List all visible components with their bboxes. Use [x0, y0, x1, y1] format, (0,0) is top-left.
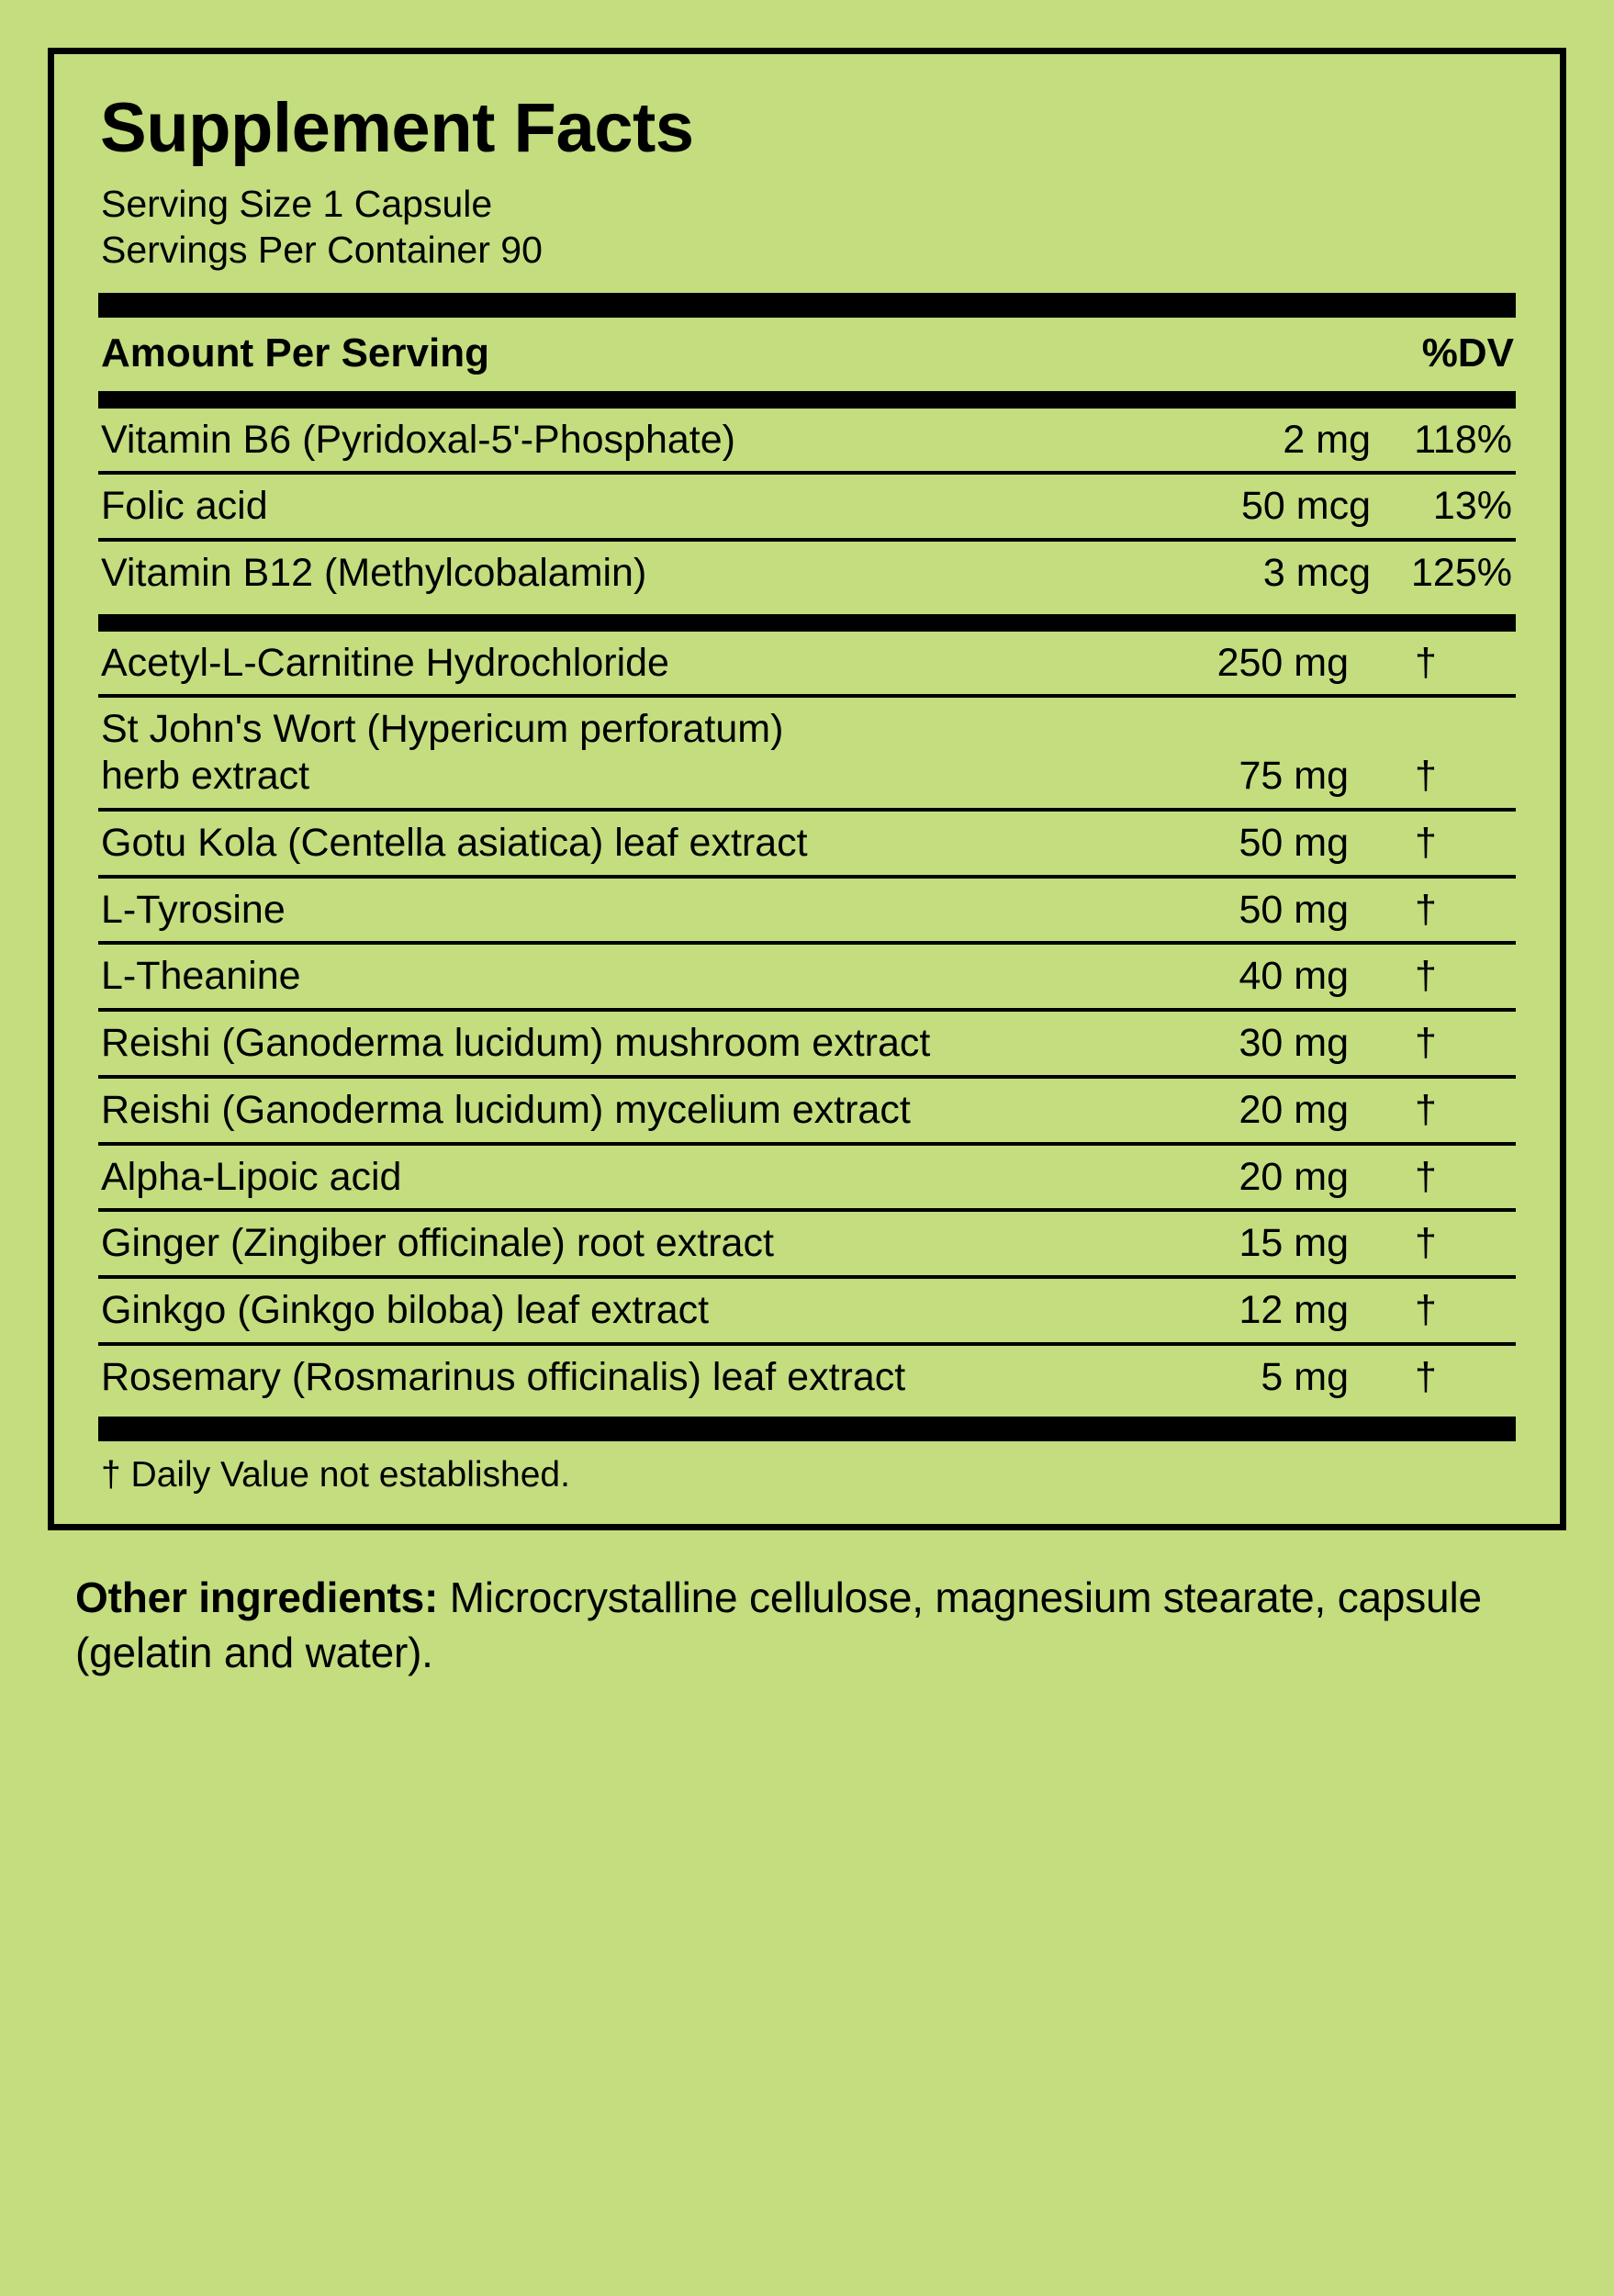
table-row [98, 632, 1516, 697]
ingredient-amount: 75 mg [1138, 696, 1362, 809]
ingredient-amount: 30 mg [1138, 1010, 1362, 1077]
table-row [98, 1277, 1516, 1344]
ingredient-amount: 250 mg [1138, 632, 1362, 697]
nutrient-amount: 3 mcg [1262, 551, 1371, 596]
ingredient-name: Ginkgo (Ginkgo biloba) leaf extract [98, 1277, 1138, 1344]
ingredient-name: Acetyl-L-Carnitine Hydrochloride [98, 632, 1138, 697]
table-row [98, 810, 1516, 877]
ingredient-dv: † [1362, 877, 1516, 944]
ingredient-amount: 50 mg [1138, 877, 1362, 944]
nutrient-amount: 50 mcg [1160, 473, 1384, 540]
ingredient-dv: † [1362, 632, 1516, 697]
table-row [98, 1210, 1516, 1277]
nutrient-dv: 125% [1411, 551, 1512, 596]
ingredient-name: Reishi (Ganoderma lucidum) mycelium extract [98, 1077, 1138, 1144]
ingredient-dv: † [1362, 810, 1516, 877]
table-row [98, 877, 1516, 944]
table-row [98, 473, 1516, 540]
nutrient-name: Folic acid [98, 473, 1160, 540]
daily-value-footnote: † Daily Value not established. [101, 1454, 570, 1495]
ingredient-name: L-Theanine [98, 943, 1138, 1010]
ingredient-dv: † [1362, 696, 1516, 809]
ingredient-amount: 15 mg [1138, 1210, 1362, 1277]
ingredient-dv: † [1415, 1354, 1437, 1399]
ingredient-amount: 40 mg [1138, 943, 1362, 1010]
other-ingredients-heading: Other ingredients: [75, 1574, 439, 1622]
ingredient-dv: † [1362, 1277, 1516, 1344]
ingredient-amount: 20 mg [1138, 1144, 1362, 1211]
ingredient-dv: † [1362, 1010, 1516, 1077]
nutrient-dv: 13% [1384, 473, 1516, 540]
table-row [98, 1344, 1516, 1409]
ingredient-name: L-Tyrosine [98, 877, 1138, 944]
table-row [98, 943, 1516, 1010]
ingredient-table [98, 632, 1516, 1409]
nutrient-amount: 2 mg [1160, 409, 1384, 474]
ingredient-amount: 5 mg [1261, 1354, 1349, 1399]
divider-thick-top [98, 293, 1516, 318]
ingredient-name-line2: herb extract [101, 754, 310, 799]
ingredient-name [98, 696, 1138, 809]
ingredient-name: Rosemary (Rosmarinus officinalis) leaf extract [101, 1354, 906, 1399]
ingredient-name: Reishi (Ganoderma lucidum) mushroom extract [98, 1010, 1138, 1077]
ingredient-amount: 20 mg [1138, 1077, 1362, 1144]
daily-value-header-label: %DV [1421, 330, 1514, 375]
table-row [98, 540, 1516, 605]
other-ingredients-section [48, 1530, 1566, 1681]
other-ingredients-text: Microcrystalline cellulose, magnesium stearate, capsule (gelatin and water). [75, 1574, 1482, 1677]
amount-per-serving-label: Amount Per Serving [101, 330, 489, 375]
divider-mid-groups [98, 614, 1516, 632]
ingredient-name-line1: St John's Wort (Hypericum perforatum) [101, 707, 784, 752]
table-row [98, 696, 1516, 809]
ingredient-name: Ginger (Zingiber officinale) root extract [98, 1210, 1138, 1277]
nutrient-dv: 118% [1384, 409, 1516, 474]
supplement-facts-panel [48, 48, 1566, 1530]
ingredient-name: Alpha-Lipoic acid [98, 1144, 1138, 1211]
table-row [98, 1010, 1516, 1077]
servings-per-container-text: Servings Per Container 90 [101, 228, 543, 271]
ingredient-dv: † [1362, 1210, 1516, 1277]
ingredient-dv: † [1362, 943, 1516, 1010]
nutrient-table [98, 409, 1516, 605]
ingredient-amount: 50 mg [1138, 810, 1362, 877]
serving-size-text: Serving Size 1 Capsule [101, 182, 493, 225]
ingredient-dv: † [1362, 1144, 1516, 1211]
divider-mid-header [98, 391, 1516, 409]
table-row [98, 1144, 1516, 1211]
ingredient-name: Gotu Kola (Centella asiatica) leaf extract [98, 810, 1138, 877]
nutrient-name: Vitamin B6 (Pyridoxal-5'-Phosphate) [98, 409, 1160, 474]
ingredient-amount: 12 mg [1138, 1277, 1362, 1344]
table-row [98, 409, 1516, 474]
table-row [98, 1077, 1516, 1144]
divider-thick-bottom [98, 1417, 1516, 1441]
nutrient-name: Vitamin B12 (Methylcobalamin) [101, 551, 647, 596]
ingredient-dv: † [1362, 1077, 1516, 1144]
page-title: Supplement Facts [100, 89, 694, 167]
amount-per-serving-header-row [98, 318, 1516, 382]
